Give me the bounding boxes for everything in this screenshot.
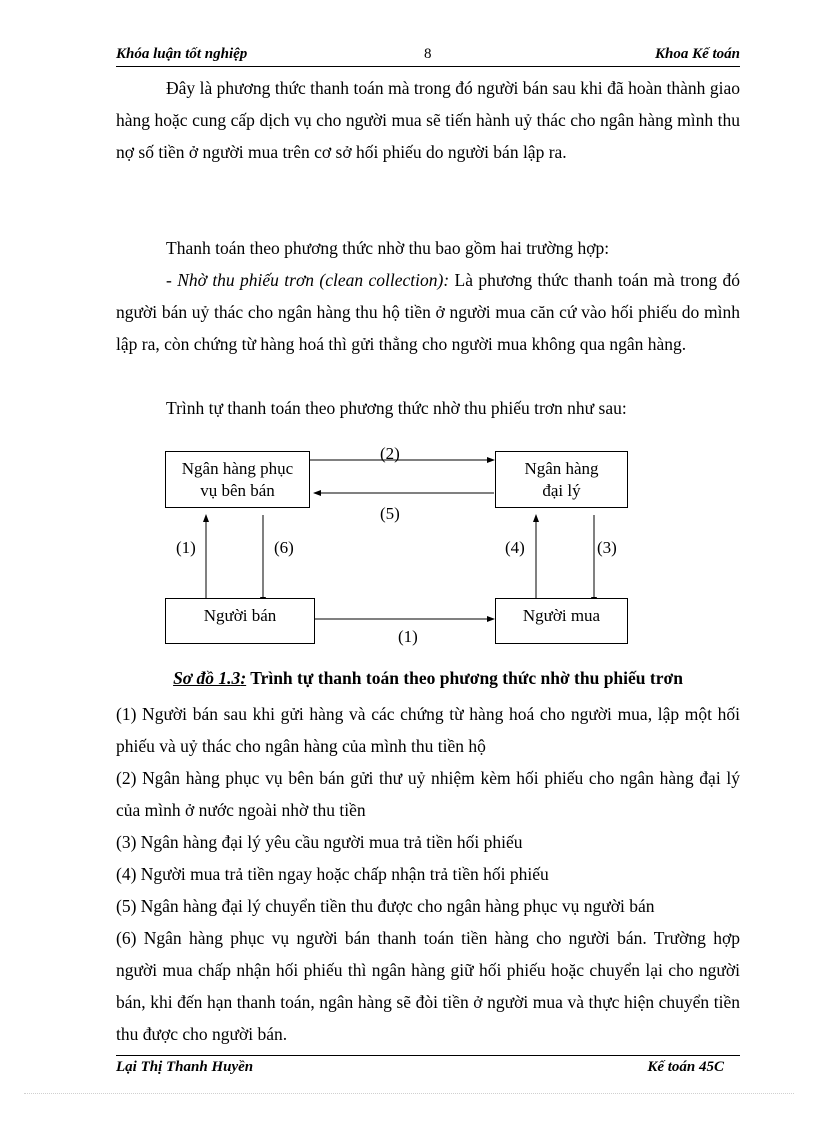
step-2-text: (2) Ngân hàng phục vụ bên bán gửi thư uỷ nhiệm kèm hối phiếu cho ngân hàng đại lý của mình ở nước ngoài nhờ thu tiền xyxy=(116,768,740,820)
label-step-6: (6) xyxy=(274,538,294,557)
paragraph-procedure-intro: Trình tự thanh toán theo phương thức nhờ thu phiếu trơn như sau: xyxy=(166,398,627,418)
label-step-4: (4) xyxy=(505,538,525,557)
paragraph-definition: Đây là phương thức thanh toán mà trong đó người bán sau khi đã hoàn thành giao hàng hoặc cung cấp dịch vụ cho người mua sẽ tiến hành uỷ thác cho ngân hàng mình thu nợ số tiền ở người mua trên cơ sở hối phiếu do người bán lập ra. xyxy=(116,78,740,162)
label-step-2: (2) xyxy=(380,444,400,463)
seller-label: Người bán xyxy=(203,606,277,625)
caption-colon: : xyxy=(240,668,247,688)
seller-box xyxy=(165,598,315,644)
caption-label: Sơ đồ 1.3 xyxy=(173,668,241,688)
seller-bank-line2: vụ bên bán xyxy=(200,480,275,500)
header-thesis-title: Khóa luận tốt nghiệp xyxy=(116,46,248,62)
clean-collection-term: - Nhờ thu phiếu trơn (clean collection): xyxy=(166,270,450,290)
agent-bank-line1: Ngân hàng xyxy=(524,458,599,478)
agent-bank-box xyxy=(495,451,628,508)
buyer-box xyxy=(495,598,628,644)
agent-bank-line2: đại lý xyxy=(542,480,581,500)
page-footer xyxy=(116,1055,740,1078)
label-step-1-bottom: (1) xyxy=(398,627,418,646)
clean-collection-definition: Là phương thức thanh toán mà trong đó người bán uỷ thác cho ngân hàng thu hộ tiền ở người mua căn cứ vào hối phiếu do mình lập ra, còn chứng từ hàng hoá thì gửi thẳng cho người mua không qua ngân hàng. xyxy=(116,270,740,354)
label-step-3: (3) xyxy=(597,538,617,557)
seller-bank-line1: Ngân hàng phục xyxy=(181,458,294,478)
page-number: 8 xyxy=(424,46,432,62)
step-4-text: (4) Người mua trả tiền ngay hoặc chấp nhận trả tiền hối phiếu xyxy=(116,864,549,884)
buyer-label: Người mua xyxy=(522,606,601,625)
caption-title: Trình tự thanh toán theo phương thức nhờ thu phiếu trơn xyxy=(246,668,683,688)
step-5-text: (5) Ngân hàng đại lý chuyển tiền thu được cho ngân hàng phục vụ người bán xyxy=(116,896,655,916)
step-6-text: (6) Ngân hàng phục vụ người bán thanh toán tiền hàng cho người bán. Trường hợp người mua chấp nhận hối phiếu thì ngân hàng giữ hối phiếu hoặc chuyển lại cho người bán, khi đến hạn thanh toán, ngân hàng sẽ đòi tiền ở người mua và thực hiện chuyển tiền thu được cho người bán. xyxy=(116,928,740,1044)
footer-class: Kế toán 45C xyxy=(647,1059,724,1075)
step-3-text: (3) Ngân hàng đại lý yêu cầu người mua trả tiền hối phiếu xyxy=(116,832,523,852)
paragraph-two-cases: Thanh toán theo phương thức nhờ thu bao gồm hai trường hợp: xyxy=(166,238,610,258)
footer-author: Lại Thị Thanh Huyền xyxy=(116,1059,254,1075)
label-step-5: (5) xyxy=(380,504,400,523)
label-step-1-left: (1) xyxy=(176,538,196,557)
step-1-text: (1) Người bán sau khi gửi hàng và các chứng từ hàng hoá cho người mua, lập một hối phiếu và uỷ thác cho ngân hàng của mình thu tiền hộ xyxy=(116,704,740,756)
header-department: Khoa Kế toán xyxy=(654,46,740,62)
seller-bank-box xyxy=(165,451,310,508)
diagram-caption xyxy=(116,668,740,689)
page-bottom-divider xyxy=(24,1093,794,1094)
